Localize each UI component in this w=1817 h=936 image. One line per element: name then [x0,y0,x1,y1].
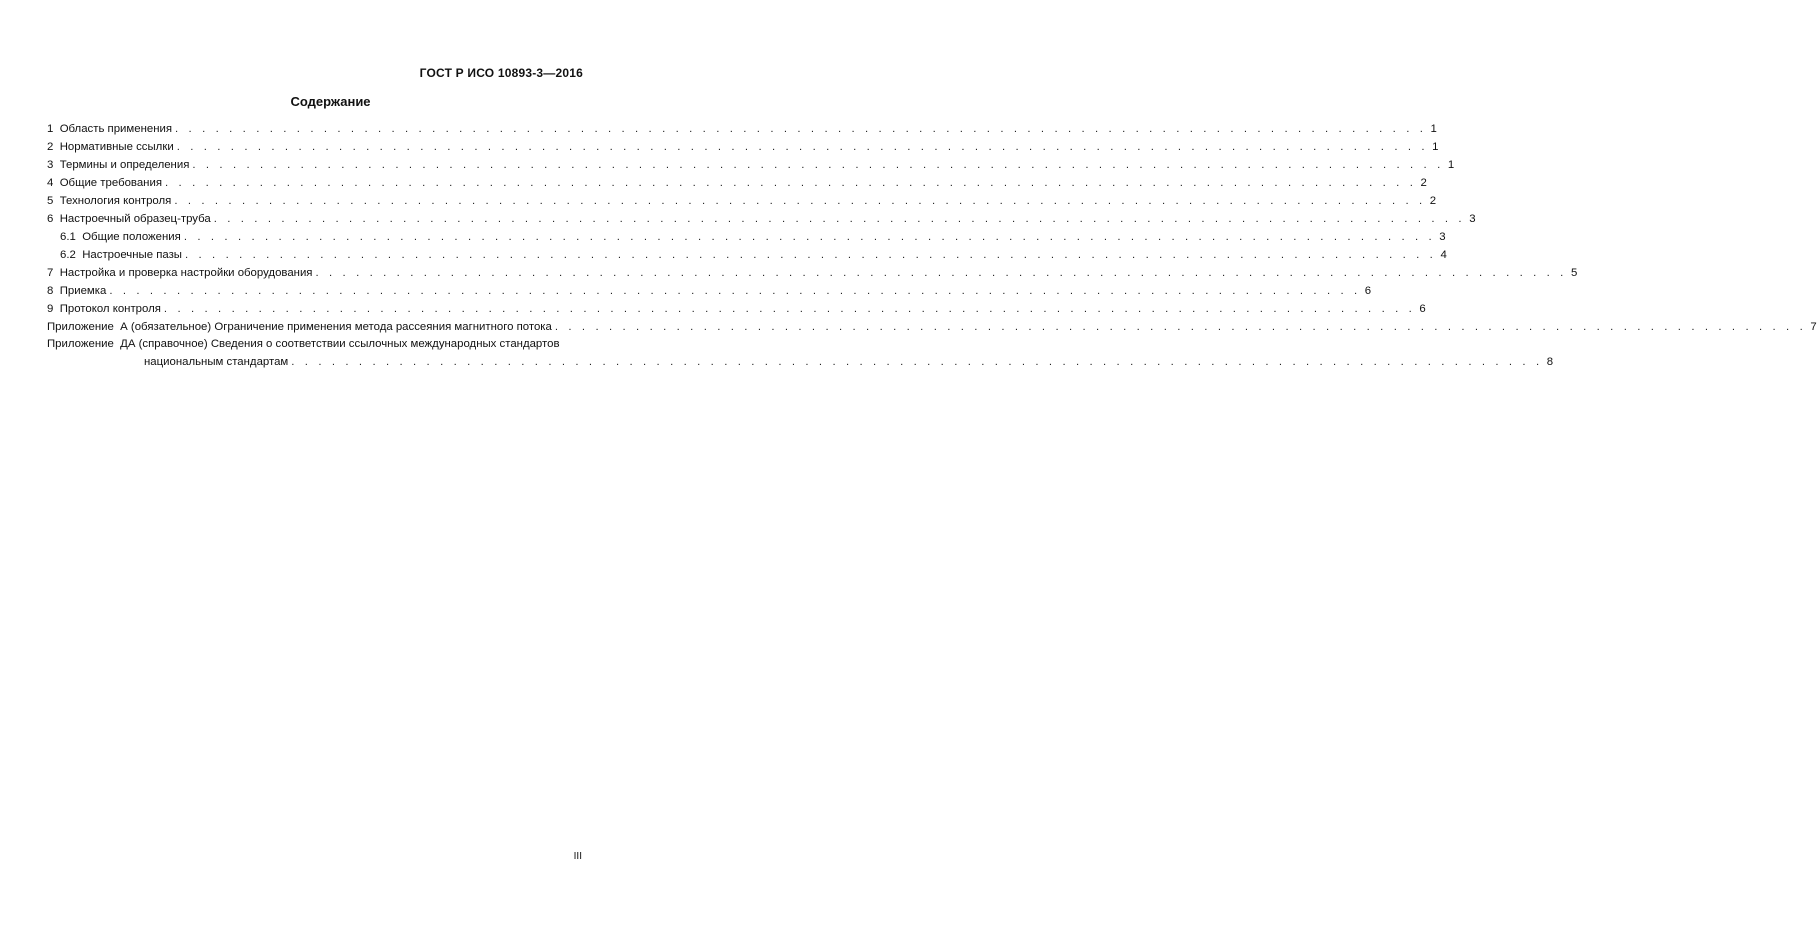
toc-item-label: Термины и определения [59,159,190,171]
toc-item-6-2[interactable] [47,246,1447,264]
toc-dot-leader: . . . . . . . . . . . . . . . . . . . . . . . . . . . . . . . . . . . . . . . . . . . . . . . . . . . . . . . . . . . . . . . . . . . . . . . . . . . . . . . . . . . . . . . . . . . . . [163,303,1416,315]
toc-item-page: 2 [1429,195,1437,207]
toc-dot-leader: . . . . . . . . . . . . . . . . . . . . . . . . . . . . . . . . . . . . . . . . . . . . . . . . . . . . . . . . . . . . . . . . . . . . . . . . . . . . . . . . . . . . . . . . . . . . . [184,249,1437,261]
toc-dot-leader: . . . . . . . . . . . . . . . . . . . . . . . . . . . . . . . . . . . . . . . . . . . . . . . . . . . . . . . . . . . . . . . . . . . . . . . . . . . . . . . . . . . . . . . . . . . . . [192,159,1444,171]
toc-item-label: Общие положения [82,231,181,243]
toc-item-number: 6.1 [60,231,76,243]
toc-item-number: 2 [47,141,54,153]
toc-item-page: 8 [1546,356,1554,368]
toc-item-label: Технология контроля [59,195,172,207]
toc-dot-leader: . . . . . . . . . . . . . . . . . . . . . . . . . . . . . . . . . . . . . . . . . . . . . . . . . . . . . . . . . . . . . . . . . . . . . . . . . . . . . . . . . . . . . . . . . . . . . [183,231,1436,243]
toc-item-annex-da[interactable] [47,336,1554,371]
toc-item-label: А (обязательное) Ограничение применения метода рассеяния магнитного потока [120,321,552,333]
toc-dot-leader: . . . . . . . . . . . . . . . . . . . . . . . . . . . . . . . . . . . . . . . . . . . . . . . . . . . . . . . . . . . . . . . . . . . . . . . . . . . . . . . . . . . . . . . . . . . . . [165,177,1417,189]
toc-item-page: 1 [1430,123,1437,135]
toc-item-number: 3 [47,159,54,171]
toc-item-label: Настроечный образец-труба [59,213,211,225]
page-number: III [573,851,582,862]
toc-item-page: 5 [1570,267,1578,279]
toc-item-3[interactable] [47,156,1455,174]
toc-item-7[interactable] [47,264,1578,282]
document-header: ГОСТ Р ИСО 10893-3—2016 [419,66,583,80]
toc-item-number: 5 [47,195,54,207]
toc-item-page: 6 [1364,285,1372,297]
toc-item-6[interactable] [47,210,1476,228]
toc-dot-leader: . . . . . . . . . . . . . . . . . . . . . . . . . . . . . . . . . . . . . . . . . . . . . . . . . . . . . . . . . . . . . . . . . . . . . . . . . . . . . . . . . . . . . . . . . . . . . [175,123,1427,135]
toc-item-label: Приемка [59,285,107,297]
toc-item-page: 6 [1419,303,1426,315]
toc-item-number: 6.2 [60,249,76,261]
toc-item-label: Протокол контроля [59,303,161,315]
toc-dot-leader: . . . . . . . . . . . . . . . . . . . . . . . . . . . . . . . . . . . . . . . . . . . . . . . . . . . . . . . . . . . . . . . . . . . . . . . . . . . . . . . . . . . . . . . . . . . . . [291,356,1543,368]
toc-item-label: Настроечные пазы [82,249,182,261]
toc-item-1[interactable] [47,120,1437,138]
toc-item-9[interactable] [47,300,1426,318]
toc-item-annex-a[interactable] [47,318,1817,336]
toc-item-page: 7 [1810,321,1817,333]
toc-item-label: ДА (справочное) Сведения о соответствии ссылочных международных стандартов [120,338,560,350]
toc-item-page: 1 [1447,159,1455,171]
toc-item-4[interactable] [47,174,1427,192]
toc-item-label: Настройка и проверка настройки оборудования [59,267,313,279]
toc-item-page: 2 [1420,177,1427,189]
toc-item-number: 9 [47,303,54,315]
toc-dot-leader: . . . . . . . . . . . . . . . . . . . . . . . . . . . . . . . . . . . . . . . . . . . . . . . . . . . . . . . . . . . . . . . . . . . . . . . . . . . . . . . . . . . . . . . . . . . . . [174,195,1426,207]
toc-item-page: 1 [1432,141,1439,153]
toc-item-6-1[interactable] [47,228,1446,246]
toc-dot-leader: . . . . . . . . . . . . . . . . . . . . . . . . . . . . . . . . . . . . . . . . . . . . . . . . . . . . . . . . . . . . . . . . . . . . . . . . . . . . . . . . . . . . . . . . . . . . . [213,213,1466,225]
toc-item-8[interactable] [47,282,1372,300]
toc-item-label: Нормативные ссылки [59,141,174,153]
toc-item-label: Область применения [59,123,173,135]
toc-dot-leader: . . . . . . . . . . . . . . . . . . . . . . . . . . . . . . . . . . . . . . . . . . . . . . . . . . . . . . . . . . . . . . . . . . . . . . . . . . . . . . . . . . . . . . . . . . . . . [315,267,1567,279]
toc-title: Содержание [290,94,371,109]
toc-dot-leader: . . . . . . . . . . . . . . . . . . . . . . . . . . . . . . . . . . . . . . . . . . . . . . . . . . . . . . . . . . . . . . . . . . . . . . . . . . . . . . . . . . . . . . . . . . . . . [176,141,1429,153]
toc-item-number: 7 [47,267,54,279]
toc-item-page: 4 [1440,249,1447,261]
toc-dot-leader: . . . . . . . . . . . . . . . . . . . . . . . . . . . . . . . . . . . . . . . . . . . . . . . . . . . . . . . . . . . . . . . . . . . . . . . . . . . . . . . . . . . . . . . . . . . . . [554,321,1807,333]
toc-item-page: 3 [1469,213,1476,225]
toc-item-number: 1 [47,123,54,135]
toc-item-number: 4 [47,177,54,189]
toc-item-2[interactable] [47,138,1439,156]
toc-item-number: Приложение [47,321,114,333]
toc-item-number: 6 [47,213,54,225]
toc-item-number: 8 [47,285,54,297]
toc-item-page: 3 [1439,231,1446,243]
table-of-contents [47,120,1817,371]
toc-item-label: Общие требования [59,177,163,189]
toc-item-number: Приложение [47,338,114,350]
toc-dot-leader: . . . . . . . . . . . . . . . . . . . . . . . . . . . . . . . . . . . . . . . . . . . . . . . . . . . . . . . . . . . . . . . . . . . . . . . . . . . . . . . . . . . . . . . . . . . . . [109,285,1361,297]
toc-item-5[interactable] [47,192,1437,210]
toc-item-label-continued: национальным стандартам [144,356,289,368]
